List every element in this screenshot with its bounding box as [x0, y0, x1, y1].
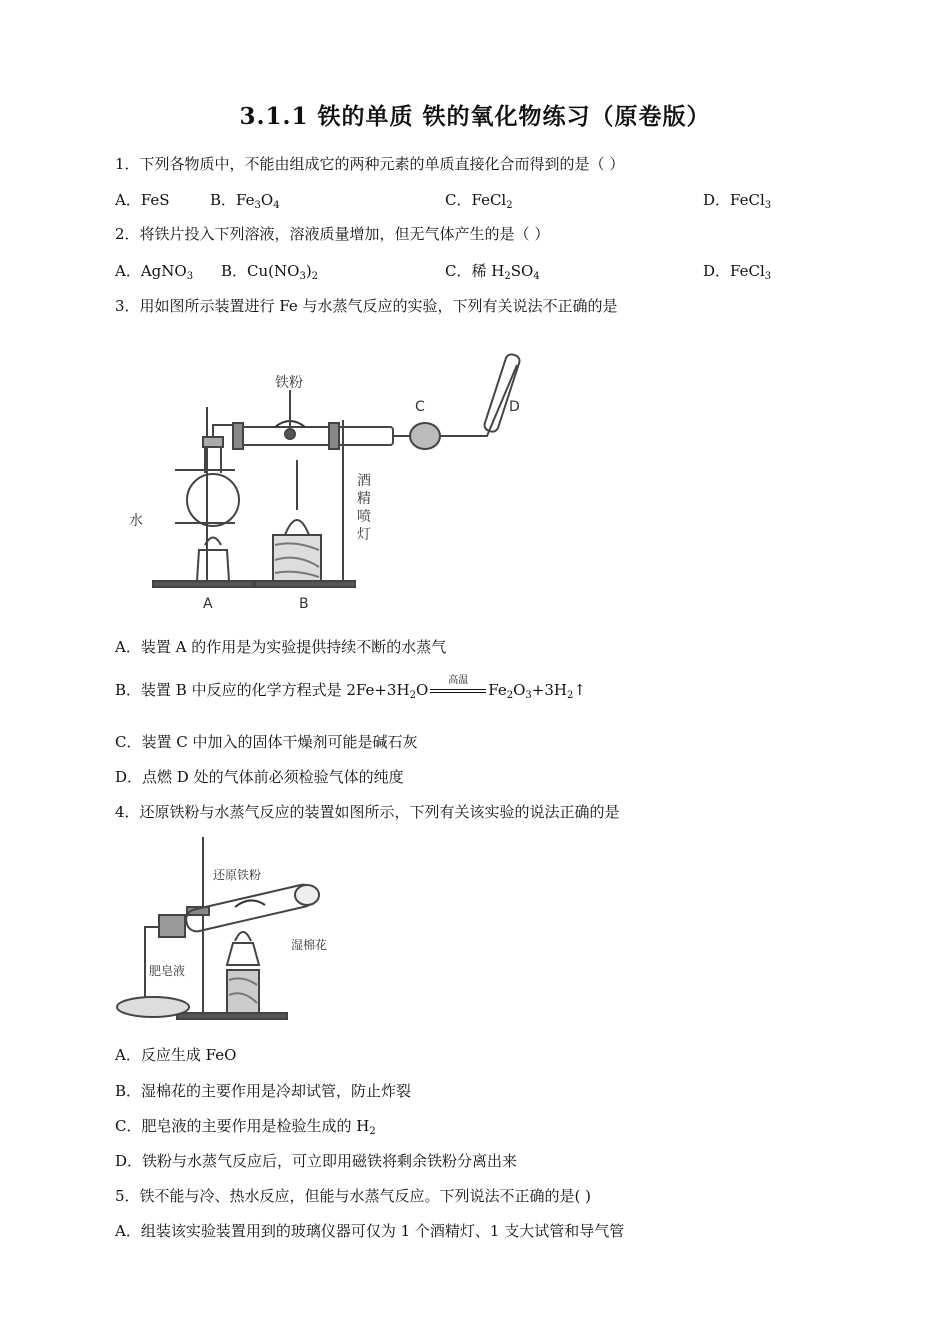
q4-apparatus-figure [115, 835, 345, 1025]
q1-option-d: D．FeCl$_3$ [703, 191, 772, 211]
q4-option-c: C．肥皂液的主要作用是检验生成的 $H_2$ [115, 1117, 376, 1137]
q4-label-reduced-iron: 还原铁粉 [213, 868, 262, 882]
q3-option-d: D．点燃 D 处的气体前必须检验气体的纯度 [115, 768, 404, 786]
q3-label-lamp-1: 酒 [357, 473, 371, 489]
q3-label-b: B [299, 596, 309, 612]
q2-option-a: A．AgNO$_3$ [115, 262, 194, 282]
q1-option-c: C．FeCl$_2$ [445, 191, 513, 211]
q4-option-d: D．铁粉与水蒸气反应后，可立即用磁铁将剩余铁粉分离出来 [115, 1152, 518, 1170]
page-title: 3.1.1 铁的单质 铁的氧化物练习（原卷版） [239, 103, 711, 130]
q3-option-c: C．装置 C 中加入的固体干燥剂可能是碱石灰 [115, 733, 418, 751]
q2-option-d: D．FeCl$_3$ [703, 262, 772, 282]
q3-label-c: C [415, 399, 425, 415]
q2-option-c: C．稀 $H_2SO_4$ [445, 262, 540, 282]
q4-label-soap: 肥皂液 [149, 964, 186, 978]
q5-stem: 5．铁不能与冷、热水反应，但能与水蒸气反应。下列说法不正确的是( ) [115, 1187, 592, 1205]
q4-stem: 4．还原铁粉与水蒸气反应的装置如图所示，下列有关该实验的说法正确的是 [115, 803, 620, 821]
q1-option-a: A．FeS [115, 191, 170, 209]
q3-apparatus-figure [125, 345, 545, 615]
q3-option-a: A．装置 A 的作用是为实验提供持续不断的水蒸气 [115, 638, 447, 656]
q5-option-a: A．组装该实验装置用到的玻璃仪器可仅为 1 个酒精灯、1 支大试管和导气管 [115, 1222, 625, 1240]
q4-option-a: A．反应生成 FeO [115, 1046, 237, 1064]
q3-stem: 3．用如图所示装置进行 Fe 与水蒸气反应的实验，下列有关说法不正确的是 [115, 297, 618, 315]
q3-label-a: A [203, 596, 213, 612]
q2-option-b: B．$Cu(NO_3)_2$ [221, 262, 319, 282]
q1-stem: 1．下列各物质中，不能由组成它的两种元素的单质直接化合而得到的是（ ） [115, 155, 625, 173]
q3-label-water: 水 [129, 513, 143, 529]
q3-option-b: B．装置 B 中反应的化学方程式是 $2Fe+3H_2O$ 高温 $Fe_2O_3+3H_2↑$ [115, 675, 586, 701]
q3-label-iron-powder: 铁粉 [275, 375, 303, 391]
q3-label-lamp-4: 灯 [357, 527, 371, 543]
q3-label-lamp-2: 精 [357, 491, 371, 507]
q3-label-lamp-3: 喷 [357, 509, 371, 525]
q4-label-wet-cotton: 湿棉花 [291, 938, 328, 952]
q4-option-b: B．湿棉花的主要作用是冷却试管，防止炸裂 [115, 1082, 412, 1100]
q1-option-b: B．$Fe_3O_4$ [210, 191, 280, 211]
q3-label-d: D [509, 399, 520, 415]
reaction-arrow: 高温 [430, 685, 486, 697]
q2-stem: 2．将铁片投入下列溶液，溶液质量增加，但无气体产生的是（ ） [115, 225, 550, 243]
